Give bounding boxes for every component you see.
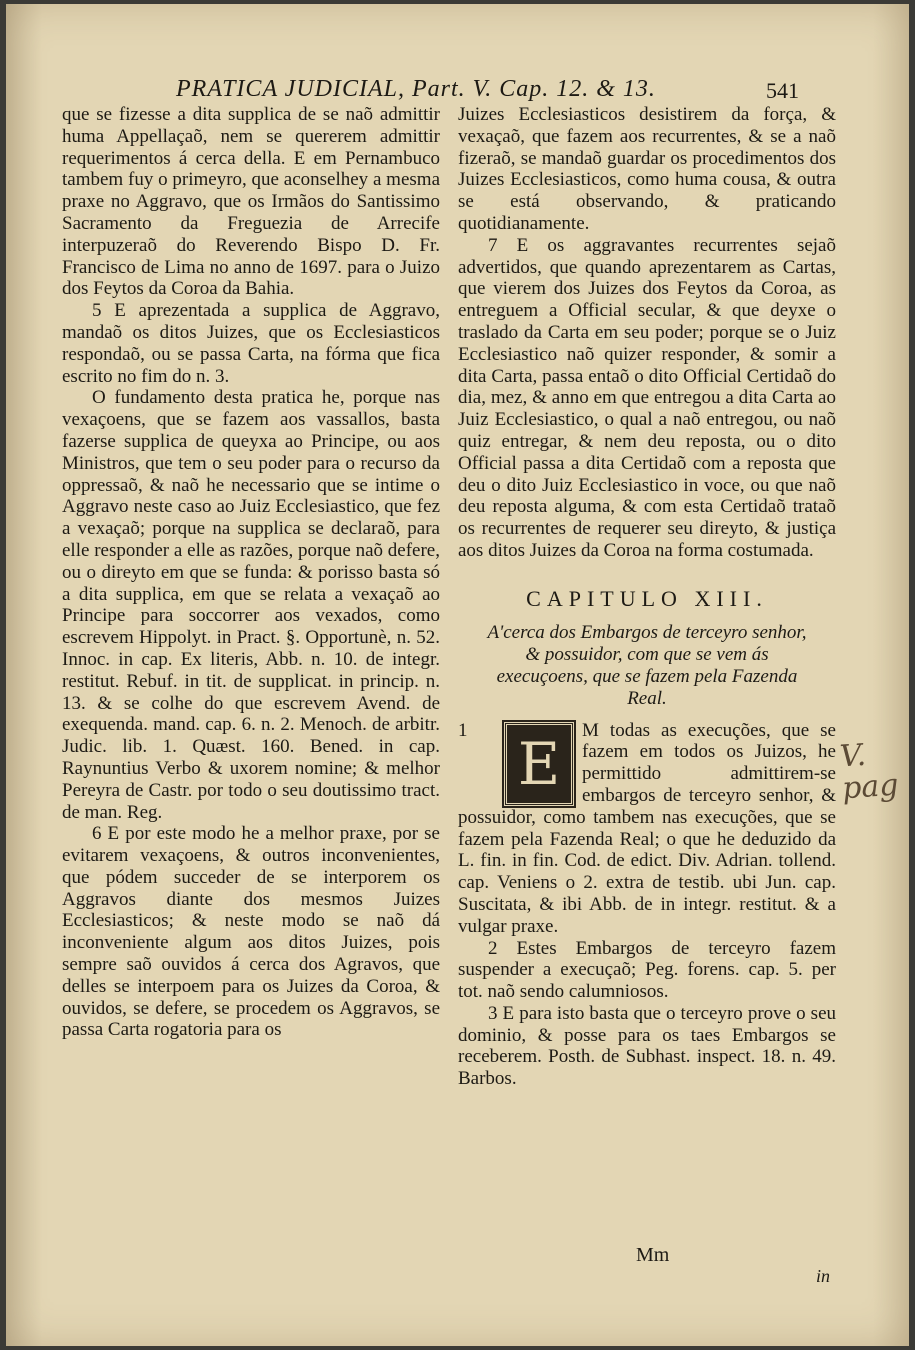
chapter-title: CAPITULO XIII. bbox=[526, 585, 768, 611]
paragraph-3: 3 E para isto basta que o terceyro prove o seu dominio, & posse para os taes Embargos se receberem. Posth. de Subhast. inspect. 18. n. 49. Barbos. bbox=[458, 1002, 836, 1090]
right-column bbox=[458, 104, 836, 1090]
page-number: 541 bbox=[766, 78, 799, 103]
paragraph-continuation: Juizes Ecclesiasticos desistirem da força, & vexaçaõ, que fazem aos recurrentes, & se a naõ fizeraõ, se mandaõ guardar os procedimentos dos Juizes Ecclesiasticos, como huma cousa, & outra se está observando, & praticando quotidianamente. bbox=[458, 104, 836, 234]
paragraph-7: 7 E os aggravantes recurrentes sejaõ advertidos, que quando aprezentarem as Cartas, que vierem dos Juizes dos Feytos da Coroa, as entreguem a Official secular, & que deyxe o traslado da Carta em seu poder; porque se o Juiz Ecclesiastico naõ quizer responder, & somir a dita Carta, passa entaõ o dito Official Certidaõ do dia, mez, & anno em que entregou a dita Carta ao Juiz Ecclesiastico, o qual a naõ entregou, ou naõ quiz entregar, & nem deu reposta, ou o dito Official passa a dita Certidaõ com a reposta que deu o dito Juiz Ecclesiastico in voce, ou que naõ deu reposta alguma, & com esta Certidaõ trataõ os recurrentes de requerer seu direyto, & justiça aos ditos Juizes da Coroa na forma costumada. bbox=[458, 234, 836, 561]
paragraph-intro: que se fizesse a dita supplica de se naõ admittir huma Appellaçaõ, nem se quererem admittir requerimentos á cerca della. E em Pernambuco tambem fuy o primeyro, que aconselhey a mesma praxe no Aggravo, que os Irmãos do Santissimo Sacramento da Freguezia de Arrecife interpuzeraõ do Reverendo Bispo D. Fr. Francisco de Lima no anno de 1697. para o Juizo dos Feytos da Coroa da Bahia. bbox=[62, 104, 440, 300]
dropcap-letter: E bbox=[504, 722, 574, 806]
handwritten-margin-note: V. pag bbox=[838, 737, 900, 807]
paragraph-fundamento: O fundamento desta pratica he, porque nas vexaçoens, que se fazem aos vassallos, basta fazerse supplica de queyxa ao Principe, ou aos Ministros, que tem o seu poder para o recurso da oppressaõ, & naõ he necessario que se intime o Aggravo neste caso ao Juiz Ecclesiastico, que fez a vexaçaõ; porque na supplica se declaraõ, para elle responder a elle as razões, porque naõ defere, ou o direyto em que se funda: & porisso basta só a dita supplica, em que se relata a vexaçaõ ao Principe para soccorrer aos vexados, como escrevem Hippolyt. in Pract. §. Opportunè, n. 52. Innoc. in cap. Ex literis, Abb. n. 10. de integr. restitut. Rebuf. in tit. de supplicat. in princip. n. 13. & se colhe do que escrevem Avend. de exequenda. mand. cap. 6. n. 2. Menoch. de arbitr. Judic. lib. 1. Quæst. 160. Bened. in cap. Raynuntius Verbo & uxorem nomine; & melhor Pereyra de Castr. por todo o seu doutissimo tract. de man. Reg. bbox=[62, 387, 440, 823]
chapter-subtitle: A'cerca dos Embargos de terceyro senhor, & possuidor, com que se vem ás execuçoens, que se fazem pela Fazenda Real. bbox=[487, 621, 807, 709]
paragraph-2: 2 Estes Embargos de terceyro fazem suspender a execuçaõ; Peg. forens. cap. 5. per tot. naõ sendo calumniosos. bbox=[458, 937, 836, 1003]
paragraph-6: 6 E por este modo he a melhor praxe, por se evitarem vexaçoens, & outros inconvenientes, que pódem succeder de se interporem os Aggravos diante dos mesmos Juizes Ecclesiasticos; & neste modo se naõ dá inconveniente algum aos ditos Juizes, pois sempre saõ ouvidos á cerca dos Agravos, que delles se interpoem para os Juizes da Coroa, & ouvidos, se defere, se procedem os Aggravos, se passa Carta rogatoria para os bbox=[62, 823, 440, 1041]
left-column bbox=[62, 104, 440, 1041]
catchword: in bbox=[816, 1266, 831, 1286]
paragraph-1: M todas as execuções, que se fazem em todos os Juizos, he permittido admittirem-se embargos de terceyro senhor, & possuidor, como tambem nas execuções, que se fazem pela Fazenda Real; o que he deduzido da L. fin. in fin. Cod. de edict. Div. Adrian. tollend. cap. Veniens o 2. extra de testib. ubi Jun. cap. Suscitata, & ibi Abb. de in integr. restitut. & a vulgar praxe. bbox=[458, 719, 836, 937]
running-title: PRATICA JUDICIAL, Part. V. Cap. 12. & 13. bbox=[176, 76, 656, 102]
paragraph-5: 5 E aprezentada a supplica de Aggravo, mandaõ os ditos Juizes, que os Ecclesiasticos respondaõ, ou se passa Carta, na fórma que fica escrito no fim do n. 3. bbox=[62, 300, 440, 387]
paragraph-1-number: 1 bbox=[458, 719, 468, 741]
book-page bbox=[6, 4, 909, 1346]
signature-mark: Mm bbox=[636, 1244, 670, 1266]
paragraph-1-block bbox=[458, 720, 836, 938]
